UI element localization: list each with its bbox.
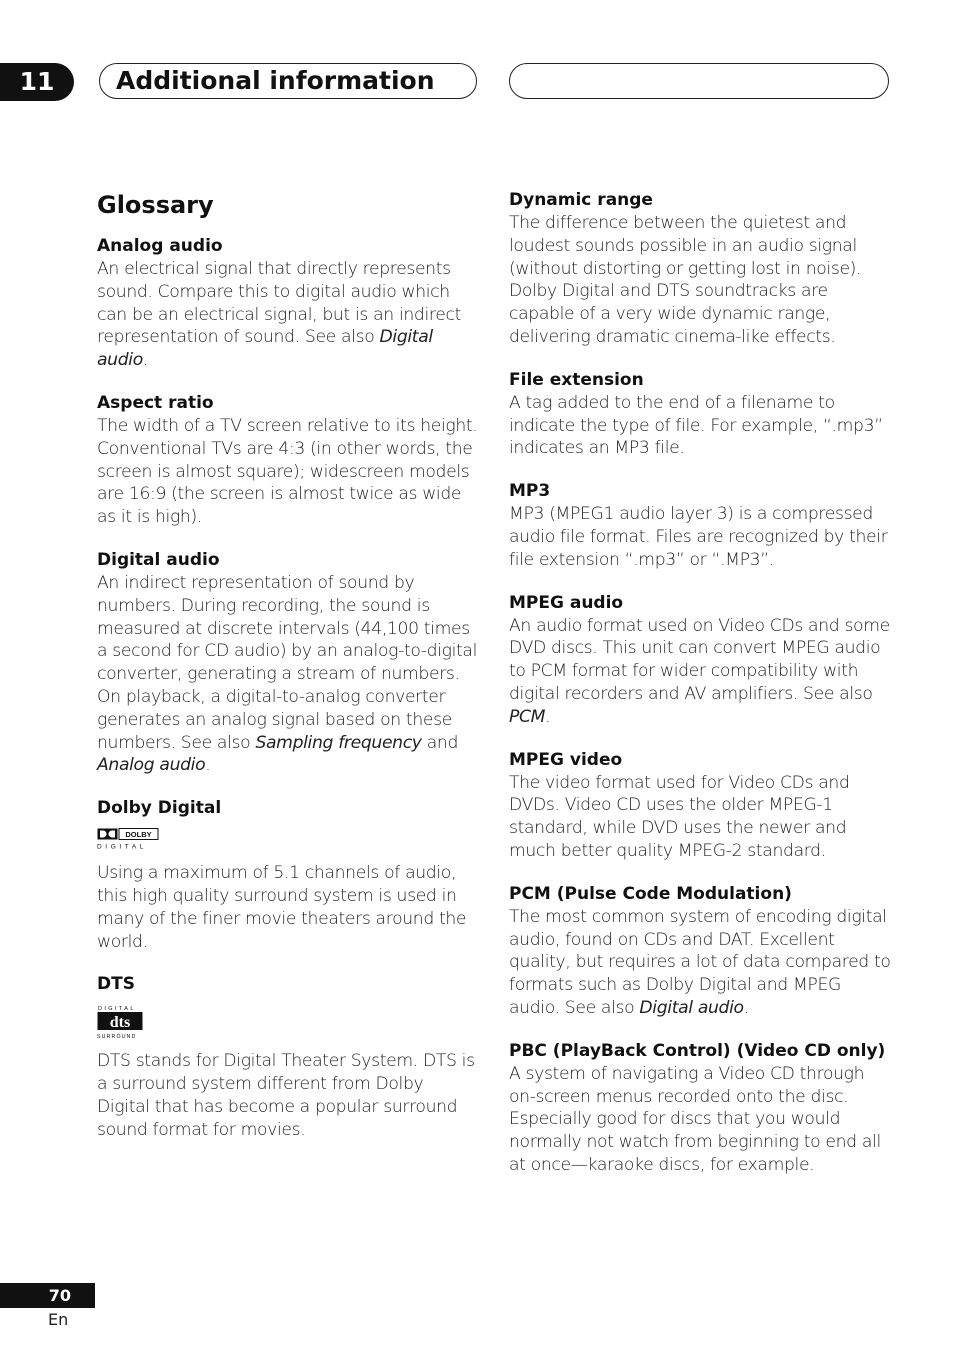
glossary-definition: An indirect representation of sound by numbers. During recording, the sound is measured at discrete intervals (44,100 times a second for CD audio) by an analog-to-digital converter, generating a stream of numbers. On playback, a digital-to-analog converter generates an analog signal based on these numbers. See also Sampling frequency and Analog audio.: [97, 572, 478, 776]
page-language: En: [48, 1310, 69, 1329]
glossary-entry: [509, 480, 891, 571]
glossary-entry: [97, 973, 479, 1141]
glossary-right-column: [509, 189, 891, 1197]
dts-logo-main-text: dts: [109, 1014, 131, 1032]
glossary-term: Dolby Digital: [97, 798, 222, 819]
glossary-term: Analog audio: [97, 236, 223, 256]
glossary-left-column: [97, 189, 479, 1162]
glossary-term: MPEG video: [509, 749, 623, 770]
glossary-entry: [509, 1040, 891, 1177]
glossary-term: DTS: [97, 974, 135, 995]
cross-reference: Sampling frequency: [255, 732, 422, 753]
glossary-term: MP3: [509, 481, 551, 502]
glossary-definition: The difference between the quietest and loudest sounds possible in an audio signal (without distorting or getting lost in noise). Dolby Digital and DTS soundtracks are capable of a very wide dynamic range, delivering dramatic cinema-like effects.: [509, 213, 862, 347]
header-empty-box: [509, 63, 889, 99]
chapter-number-badge: 11: [0, 63, 74, 101]
glossary-entry: [509, 749, 891, 863]
glossary-term: Aspect ratio: [97, 392, 214, 413]
glossary-entry: [97, 797, 479, 953]
glossary-definition: DTS stands for Digital Theater System. DTS is a surround system different from Dolby Digital that has become a popular surround sound format for movies.: [97, 1051, 475, 1140]
glossary-entry: [97, 235, 479, 372]
glossary-definition: The width of a TV screen relative to its height. Conventional TVs are 4:3 (in other words, the screen is almost square); widescreen models are 16:9 (the screen is almost twice as wide as it is high).: [97, 415, 478, 528]
glossary-entry: [97, 549, 479, 777]
cross-reference: Analog audio: [97, 755, 206, 776]
dts-surround-logo: [97, 1004, 145, 1040]
cross-reference: Digital audio: [639, 997, 744, 1018]
glossary-term: PCM (Pulse Code Modulation): [509, 883, 792, 904]
glossary-definition: An audio format used on Video CDs and some DVD discs. This unit can convert MPEG audio to PCM format for wider compatibility with digital recorders and AV amplifiers. See also PCM.: [509, 615, 890, 727]
glossary-term: Dynamic range: [509, 190, 653, 210]
glossary-definition: The most common system of encoding digital audio, found on CDs and DAT. Excellent quality, but requires a lot of data compared to formats such as Dolby Digital and MPEG audio. See also Digital audio.: [509, 906, 891, 1018]
glossary-entry: [97, 392, 479, 529]
glossary-entry: [509, 883, 891, 1020]
chapter-title-box: [99, 63, 477, 99]
dolby-logo-subtext: DIGITAL: [97, 843, 148, 851]
glossary-entry: [509, 369, 891, 460]
glossary-title: Glossary: [97, 191, 214, 219]
glossary-entry: [509, 189, 891, 349]
glossary-definition: An electrical signal that directly represents sound. Compare this to digital audio which can be an electrical signal, but is an indirect representation of sound. See also Digital audio.: [97, 259, 461, 371]
glossary-entry: [509, 592, 891, 729]
dts-logo-bottom-text: SURROUND: [97, 1034, 137, 1041]
glossary-definition: The video format used for Video CDs and DVDs. Video CD uses the older MPEG-1 standard, while DVD uses the newer and much better quality MPEG-2 standard.: [509, 772, 850, 861]
dolby-digital-logo: [97, 828, 159, 850]
glossary-term: Digital audio: [97, 549, 220, 570]
cross-reference: Digital audio: [97, 327, 433, 371]
cross-reference: PCM: [509, 706, 546, 727]
glossary-definition: Using a maximum of 5.1 channels of audio, this high quality surround system is used in many of the finer movie theaters around the world.: [97, 863, 467, 952]
glossary-term: File extension: [509, 369, 644, 390]
page-number: 70: [0, 1283, 95, 1308]
dolby-logo-text: DOLBY: [125, 830, 152, 840]
glossary-definition: MP3 (MPEG1 audio layer 3) is a compressed audio file format. Files are recognized by their file extension “.mp3” or “.MP3”.: [509, 504, 888, 570]
glossary-term: PBC (PlayBack Control) (Video CD only): [509, 1040, 886, 1061]
glossary-term: MPEG audio: [509, 592, 624, 613]
dts-logo-top-text: DIGITAL: [98, 1006, 136, 1013]
glossary-definition: A system of navigating a Video CD through on-screen menus recorded onto the disc. Especially good for discs that you would normally not watch from beginning to end all at once—karaoke discs, for example.: [509, 1063, 881, 1175]
glossary-definition: A tag added to the end of a filename to indicate the type of file. For example, “.mp3” indicates an MP3 file.: [509, 392, 883, 459]
chapter-title: Additional information: [116, 66, 435, 95]
